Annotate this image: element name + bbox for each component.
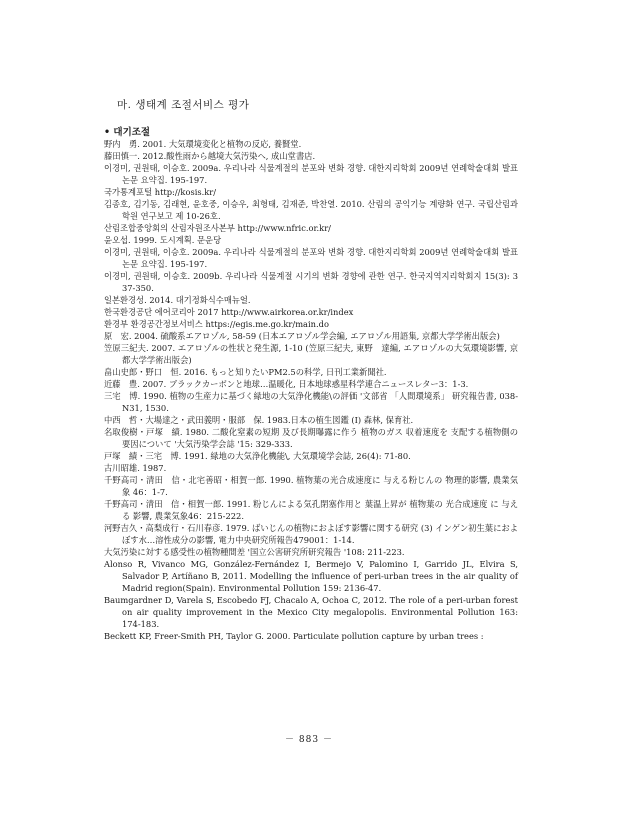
reference-entry: 윤오섭. 1999. 도시계획. 문운당 xyxy=(104,235,222,245)
reference-entry: 野内 勇. 2001. 大気環境変化と植物の反応, 養賢堂. xyxy=(104,139,302,149)
reference-entry: 이경미, 권원태, 이승호. 2009a. 우리나라 식물계절의 분포와 변화 경향. 대한지리학회 2009년 연례학술대회 발표논문 요약집. 195-197. xyxy=(104,247,518,269)
reference-entry: 戸塚 績・三宅 博. 1991. 緑地の大気浄化機能\, 大気環境学会誌, 26(4): 71-80. xyxy=(104,451,411,461)
reference-entry: 환경부 환경공간정보서비스 https://egis.me.go.kr/main.do xyxy=(104,319,329,329)
reference-entry: 原 宏. 2004. 硫酸系エアロゾル, 58-59 (日本エアロゾル学会編, エアロゾル用語集, 京都大学学術出版会) xyxy=(104,331,500,341)
reference-entry: Alonso R, Vivanco MG, González-Fernández I, Bermejo V, Palomino I, Garrido JL, Elvira S, Salvador P, Artíñano B, 2011. Modelling the influence of peri-urban trees in the air quality of Madrid region(Spain). Environmental Pollution 159: 2136-47. xyxy=(104,559,518,593)
reference-entry: 일본환경성. 2014. 대기정화식수매뉴얼. xyxy=(104,295,251,305)
reference-entry: Beckett KP, Freer-Smith PH, Taylor G. 2000. Particulate pollution capture by urban trees : xyxy=(104,631,484,641)
reference-entry: 畠山史郎・野口 恒. 2016. もっと知りたいPM2.5の科学, 日刊工業新聞社. xyxy=(104,367,387,377)
reference-entry: 千野高司・清田 信・北宅善昭・相賀一郎. 1990. 植物葉の光合成速度に 与える粉じんの 物理的影響, 農業気象 46：1-7. xyxy=(104,475,518,497)
subheading-text: 대기조절 xyxy=(113,127,151,138)
reference-entry: 千野高司・清田 信・相賀一郎. 1991. 粉じんによる気孔閉塞作用と 葉温上昇が 植物葉の 光合成速度 に 与える 影響, 農業気象46：215-222. xyxy=(104,499,518,521)
reference-entry: 河野吉久・高梨成行・石川春彦. 1979. ばいじんの植物におよぼす影響に関する研究 (3) インゲン初生葉におよぼす水…溶性成分の影響, 電力中央研究所報告479001：1-14. xyxy=(104,523,518,545)
reference-entry: 산림조합중앙회의 산림자원조사본부 http://www.nfric.or.kr/ xyxy=(104,223,331,233)
reference-entry: 近藤 豊. 2007. ブラックカーボンと地球…温暖化, 日本地球惑星科学連合ニュースレター3：1-3. xyxy=(104,379,469,389)
reference-entry: Baumgardner D, Varela S, Escobedo FJ, Chacalo A, Ochoa C, 2012. The role of a peri-urban forest on air quality improvement in the Mexico City megalopolis. Environmental Pollution 163: 174-183. xyxy=(104,595,518,629)
reference-entry: 大気汚染に対する感受性の植物種間差 '国立公害研究所研究報告 '108: 211-223. xyxy=(104,547,405,557)
reference-entry: 笠原三紀夫. 2007. エアロゾルの性状と発生源, 1-10 (笠原三紀夫, 東野 達編, エアロゾルの大気環境影響, 京都大学学術出版会) xyxy=(104,343,518,365)
reference-entry: 김종호, 김기동, 김래현, 윤호중, 이승우, 최형태, 김재준, 박찬열. 2010. 산림의 공익기능 계량화 연구. 국립산림과학원 연구보고 제 10-26호. xyxy=(104,199,518,221)
page-number: － 883 － xyxy=(285,735,333,745)
reference-entry: 이경미, 권원태, 이승호. 2009b. 우리나라 식물계절 시기의 변화 경향에 관한 연구. 한국지역지리학회지 15(3): 337-350. xyxy=(104,271,518,293)
section-title: 마. 생태계 조절서비스 평가 xyxy=(117,99,250,111)
reference-entry: 古川昭雄. 1987. xyxy=(104,463,167,473)
reference-list xyxy=(104,138,518,642)
bullet-icon: • xyxy=(104,127,114,138)
subheading xyxy=(104,124,150,138)
reference-entry: 국가통계포털 http://kosis.kr/ xyxy=(104,187,217,197)
reference-entry: 三宅 博. 1990. 植物の生産力に基づく緑地の大気浄化機能\の評価 '文部省 「人間環境系」 研究報告書, 038-N31, 1530. xyxy=(104,391,518,413)
reference-entry: 中西 哲・大場達之・武田義明・服部 保. 1983.日本の植生図鑑 (Ⅰ) 森林, 保育社. xyxy=(104,415,414,425)
reference-entry: 한국환경공단 에어코리아 2017 http://www.airkorea.or.kr/index xyxy=(104,307,354,317)
reference-entry: 名取俊樹・戸塚 績. 1980. 二酸化窒素の短期 及び長期曝露に作う 植物のガス 収着速度を 支配する植物側の要因について '大気汚染学会誌 '15: 329-333. xyxy=(104,427,518,449)
reference-entry: 藤田慎一. 2012.酸性雨から越境大気汚染へ, 成山堂書店. xyxy=(104,151,316,161)
reference-entry: 이경미, 권원태, 이승호. 2009a. 우리나라 식물계절의 분포와 변화 경향. 대한지리학회 2009년 연례학술대회 발표논문 요약집. 195-197. xyxy=(104,163,518,185)
